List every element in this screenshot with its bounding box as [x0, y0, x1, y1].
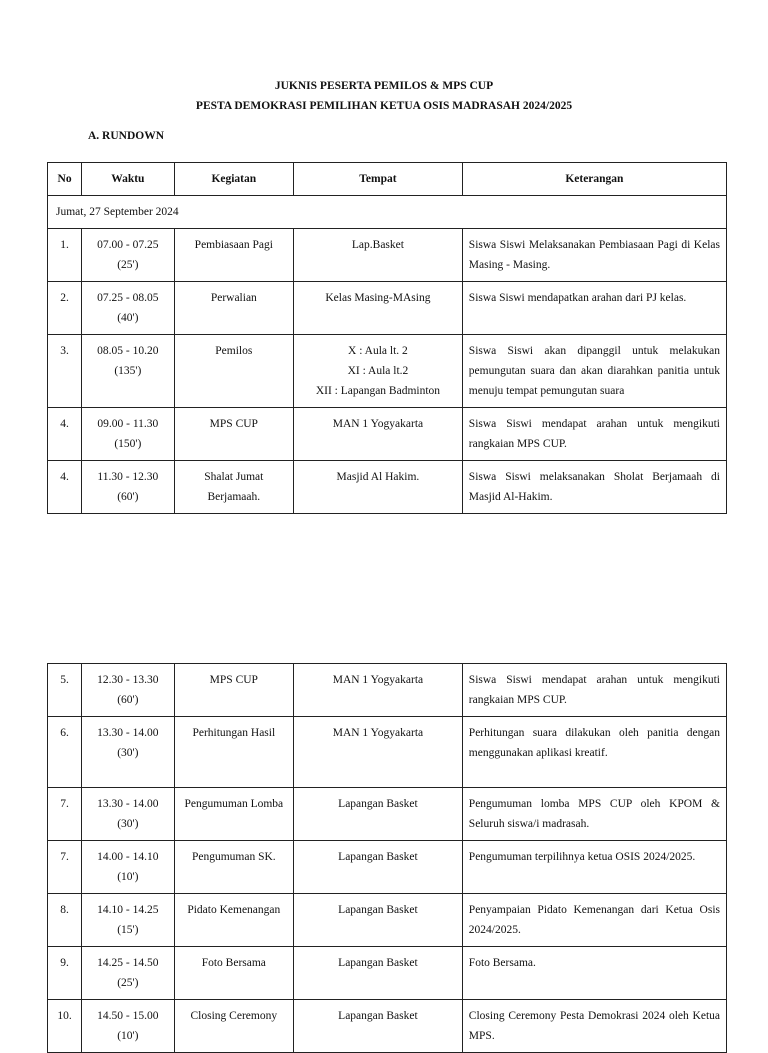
row-activity: MPS CUP — [174, 408, 294, 461]
row-time: 09.00 - 11.30 (150') — [82, 408, 174, 461]
table-row — [48, 229, 727, 282]
date-cell: Jumat, 27 September 2024 — [48, 196, 727, 229]
row-description: Perhitungan suara dilakukan oleh panitia dengan menggunakan aplikasi kreatif. — [462, 717, 726, 788]
section-heading: A. RUNDOWN — [88, 130, 165, 142]
row-time: 14.25 - 14.50 (25') — [82, 947, 174, 1000]
table-row — [48, 1000, 727, 1053]
row-time: 08.05 - 10.20 (135') — [82, 335, 174, 408]
row-number: 4. — [48, 461, 82, 514]
table-row — [48, 408, 727, 461]
date-row — [48, 196, 727, 229]
document-title: JUKNIS PESERTA PEMILOS & MPS CUP — [274, 80, 494, 92]
table-row — [48, 717, 727, 788]
row-number: 9. — [48, 947, 82, 1000]
row-description: Siswa Siswi mendapat arahan untuk mengikuti rangkaian MPS CUP. — [462, 408, 726, 461]
row-place: Lapangan Basket — [294, 841, 463, 894]
row-time: 07.25 - 08.05 (40') — [82, 282, 174, 335]
table-row — [48, 947, 727, 1000]
column-header-no: No — [48, 163, 82, 196]
row-place: Lapangan Basket — [294, 894, 463, 947]
row-number: 2. — [48, 282, 82, 335]
row-number: 8. — [48, 894, 82, 947]
table-row — [48, 841, 727, 894]
row-number: 10. — [48, 1000, 82, 1053]
table-row — [48, 461, 727, 514]
column-header-tempat: Tempat — [294, 163, 463, 196]
row-description: Siswa Siswi akan dipanggil untuk melakukan pemungutan suara dan akan diarahkan panitia untuk menuju tempat pemungutan suara — [462, 335, 726, 408]
column-header-waktu: Waktu — [82, 163, 174, 196]
table-header-row — [48, 163, 727, 196]
column-header-keterangan: Keterangan — [462, 163, 726, 196]
row-activity: Pengumuman Lomba — [174, 788, 294, 841]
column-header-kegiatan: Kegiatan — [174, 163, 294, 196]
row-time: 14.10 - 14.25 (15') — [82, 894, 174, 947]
row-place: Kelas Masing-MAsing — [294, 282, 463, 335]
row-description: Siswa Siswi melaksanakan Sholat Berjamaah di Masjid Al-Hakim. — [462, 461, 726, 514]
row-description: Siswa Siswi mendapatkan arahan dari PJ kelas. — [462, 282, 726, 335]
table-row — [48, 282, 727, 335]
row-activity: Foto Bersama — [174, 947, 294, 1000]
rundown-table-continued — [47, 663, 727, 1053]
row-activity: Pengumuman SK. — [174, 841, 294, 894]
row-time: 12.30 - 13.30 (60') — [82, 664, 174, 717]
row-place: MAN 1 Yogyakarta — [294, 664, 463, 717]
row-time: 11.30 - 12.30 (60') — [82, 461, 174, 514]
table-row — [48, 335, 727, 408]
row-description: Pengumuman lomba MPS CUP oleh KPOM & Seluruh siswa/i madrasah. — [462, 788, 726, 841]
row-description: Pengumuman terpilihnya ketua OSIS 2024/2025. — [462, 841, 726, 894]
row-place: X : Aula lt. 2 XI : Aula lt.2 XII : Lapangan Badminton — [294, 335, 463, 408]
row-number: 3. — [48, 335, 82, 408]
row-activity: Perhitungan Hasil — [174, 717, 294, 788]
row-activity: Perwalian — [174, 282, 294, 335]
row-number: 1. — [48, 229, 82, 282]
row-number: 6. — [48, 717, 82, 788]
row-time: 14.00 - 14.10 (10') — [82, 841, 174, 894]
rundown-table — [47, 162, 727, 514]
row-time: 13.30 - 14.00 (30') — [82, 717, 174, 788]
table-row — [48, 894, 727, 947]
row-time: 13.30 - 14.00 (30') — [82, 788, 174, 841]
document-subtitle: PESTA DEMOKRASI PEMILIHAN KETUA OSIS MADRASAH 2024/2025 — [195, 100, 573, 112]
row-activity: Pemilos — [174, 335, 294, 408]
row-description: Closing Ceremony Pesta Demokrasi 2024 oleh Ketua MPS. — [462, 1000, 726, 1053]
row-activity: MPS CUP — [174, 664, 294, 717]
row-description: Foto Bersama. — [462, 947, 726, 1000]
row-place: Masjid Al Hakim. — [294, 461, 463, 514]
row-place: Lapangan Basket — [294, 788, 463, 841]
row-description: Siswa Siswi mendapat arahan untuk mengikuti rangkaian MPS CUP. — [462, 664, 726, 717]
row-place: MAN 1 Yogyakarta — [294, 408, 463, 461]
table-row — [48, 788, 727, 841]
row-activity: Pidato Kemenangan — [174, 894, 294, 947]
row-place: Lap.Basket — [294, 229, 463, 282]
table-row — [48, 664, 727, 717]
row-place: Lapangan Basket — [294, 1000, 463, 1053]
row-activity: Pembiasaan Pagi — [174, 229, 294, 282]
row-number: 7. — [48, 841, 82, 894]
row-time: 07.00 - 07.25 (25') — [82, 229, 174, 282]
row-description: Siswa Siswi Melaksanakan Pembiasaan Pagi di Kelas Masing - Masing. — [462, 229, 726, 282]
row-activity: Shalat Jumat Berjamaah. — [174, 461, 294, 514]
row-number: 7. — [48, 788, 82, 841]
row-activity: Closing Ceremony — [174, 1000, 294, 1053]
row-description: Penyampaian Pidato Kemenangan dari Ketua Osis 2024/2025. — [462, 894, 726, 947]
row-time: 14.50 - 15.00 (10') — [82, 1000, 174, 1053]
row-number: 4. — [48, 408, 82, 461]
row-place: Lapangan Basket — [294, 947, 463, 1000]
row-place: MAN 1 Yogyakarta — [294, 717, 463, 788]
row-number: 5. — [48, 664, 82, 717]
